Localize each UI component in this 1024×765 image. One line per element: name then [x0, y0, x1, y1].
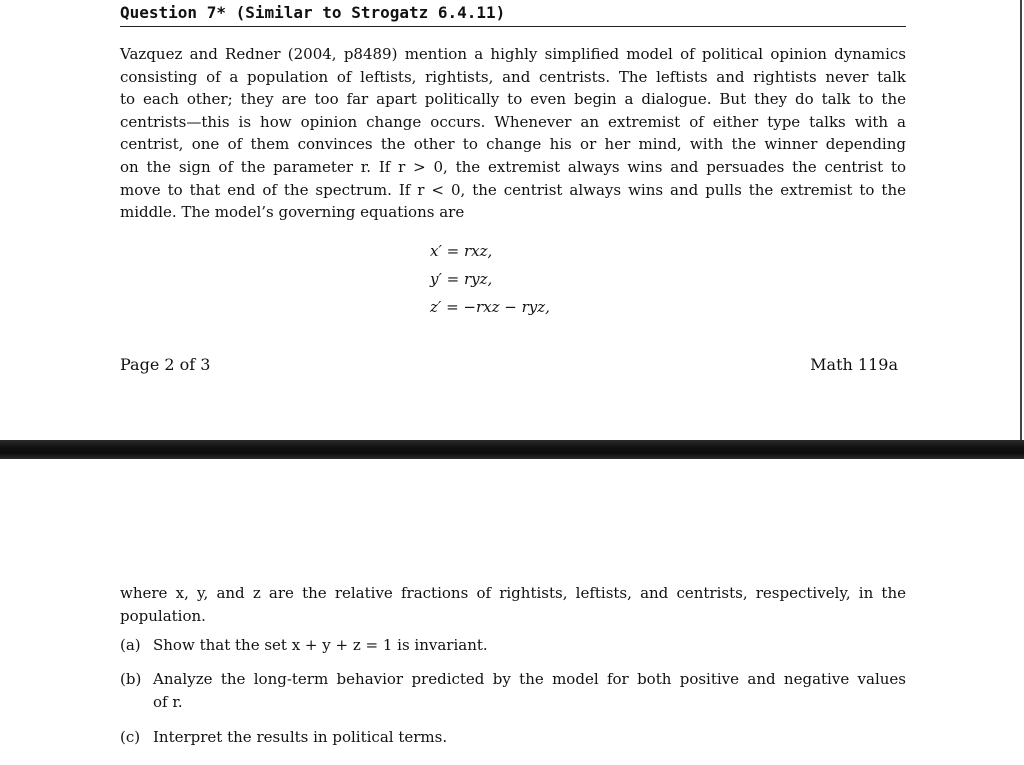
- equation-z: z′ = −rxz − ryz,: [430, 298, 550, 316]
- document-page-bottom: [0, 459, 1024, 765]
- paragraph-line: on the sign of the parameter r. If r > 0, the extremist always wins and persuades the centrist to: [120, 157, 906, 176]
- equation-y: y′ = ryz,: [430, 270, 493, 288]
- paragraph-line: to each other; they are too far apart politically to even begin a dialogue. But they do talk to the: [120, 90, 906, 109]
- paragraph-line: centrists—this is how opinion change occurs. Whenever an extremist of either type talks with a: [120, 112, 906, 131]
- paragraph-line: move to that end of the spectrum. If r < 0, the centrist always wins and pulls the extremist to the: [120, 180, 906, 199]
- part-label: (c): [120, 728, 141, 746]
- part-text: Analyze the long-term behavior predicted by the model for both positive and negative values: [153, 670, 906, 688]
- part-label: (a): [120, 636, 141, 654]
- part-text: Interpret the results in political terms.: [153, 728, 448, 746]
- title-rule: [120, 26, 906, 27]
- paragraph-line: consisting of a population of leftists, rightists, and centrists. The leftists and rightists never talk: [120, 67, 906, 86]
- part-text: of r.: [153, 692, 183, 711]
- page-divider: [0, 440, 1024, 459]
- page-number: Page 2 of 3: [120, 355, 211, 374]
- course-name: Math 119a: [810, 355, 898, 374]
- definition-line: where x, y, and z are the relative fractions of rightists, leftists, and centrists, respectively, in the: [120, 584, 906, 602]
- paragraph-line: middle. The model’s governing equations are: [120, 203, 465, 222]
- paragraph-line: Vazquez and Redner (2004, p8489) mention a highly simplified model of political opinion dynamics: [120, 45, 906, 63]
- definition-line: population.: [120, 606, 206, 625]
- question-title: Question 7* (Similar to Strogatz 6.4.11): [120, 3, 506, 22]
- paragraph-line: centrist, one of them convinces the other to change his or her mind, with the winner depending: [120, 135, 906, 154]
- part-text: Show that the set x + y + z = 1 is invariant.: [153, 636, 488, 654]
- variable-definition: [120, 582, 906, 627]
- part-label: (b): [120, 670, 142, 688]
- equation-x: x′ = rxz,: [430, 242, 493, 260]
- problem-paragraph: [120, 43, 906, 224]
